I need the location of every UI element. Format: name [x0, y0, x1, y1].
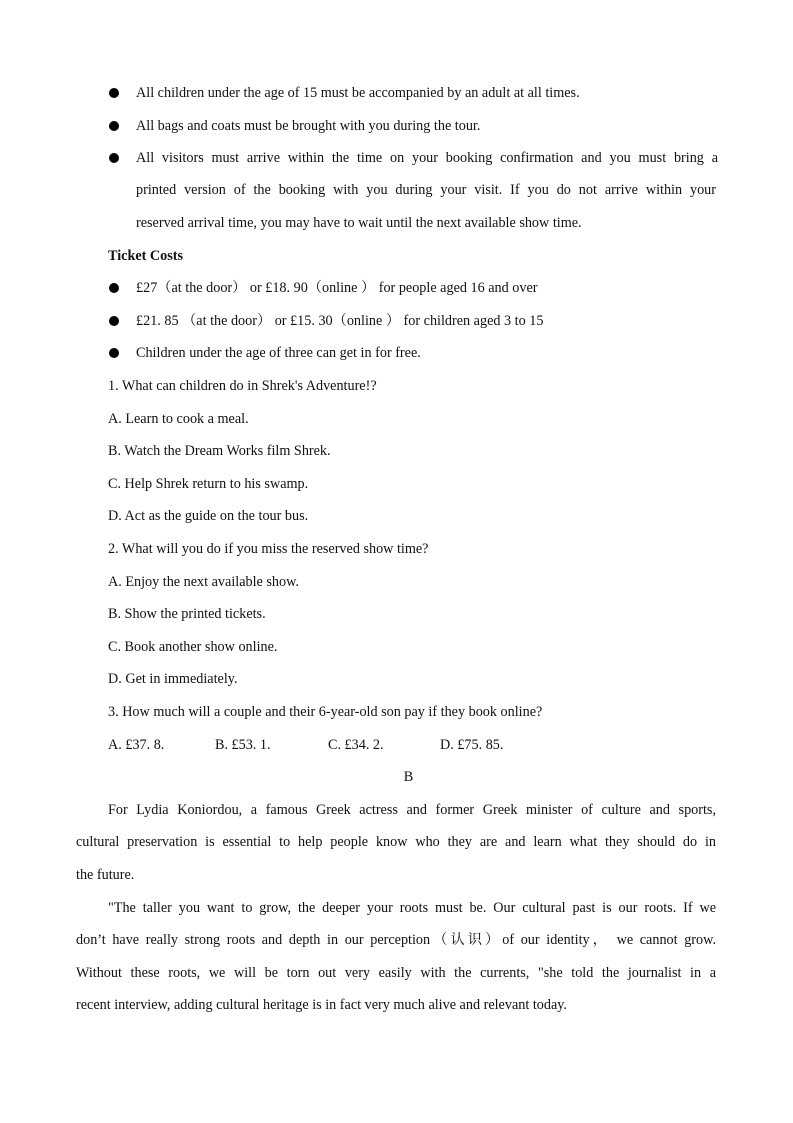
bullet-icon	[109, 348, 119, 358]
passage-line: don’t have really strong roots and depth in our perception（认识）of our identity， we cannot grow.	[76, 932, 716, 948]
rule-text-line: All visitors must arrive within the time on your booking confirmation and you must bring a	[136, 150, 718, 166]
passage-line: cultural preservation is essential to help people know who they are and learn what they should do in	[76, 834, 716, 850]
passage-line: Without these roots, we will be torn out very easily with the currents, "she told the journalist in a	[76, 965, 716, 981]
ticket-costs-heading: Ticket Costs	[108, 248, 184, 264]
question-3-option-a: A. £37. 8.	[108, 737, 165, 753]
bullet-icon	[109, 316, 119, 326]
rule-text-line: printed version of the booking with you during your visit. If you do not arrive within your	[136, 182, 716, 198]
bullet-icon	[109, 153, 119, 163]
ticket-text: Children under the age of three can get in for free.	[136, 345, 421, 361]
passage-line: the future.	[76, 867, 135, 883]
question-2-option-a: A. Enjoy the next available show.	[108, 574, 299, 590]
rule-text: All children under the age of 15 must be accompanied by an adult at all times.	[136, 85, 580, 101]
bullet-icon	[109, 283, 119, 293]
question-2: 2. What will you do if you miss the reserved show time?	[108, 541, 429, 557]
question-3-option-c: C. £34. 2.	[328, 737, 384, 753]
question-3-options	[108, 736, 528, 754]
passage-line: "The taller you want to grow, the deeper your roots must be. Our cultural past is our roots. If we	[108, 900, 716, 916]
question-1-option-d: D. Act as the guide on the tour bus.	[108, 508, 309, 524]
bullet-icon	[109, 121, 119, 131]
question-2-option-b: B. Show the printed tickets.	[108, 606, 266, 622]
question-1: 1. What can children do in Shrek's Adventure!?	[108, 378, 377, 394]
rule-text: All bags and coats must be brought with you during the tour.	[136, 118, 481, 134]
passage-line: recent interview, adding cultural heritage is in fact very much alive and relevant today.	[76, 997, 567, 1013]
bullet-icon	[109, 88, 119, 98]
question-3-option-d: D. £75. 85.	[440, 737, 504, 753]
ticket-text: £27（at the door） or £18. 90（online ） for people aged 16 and over	[136, 280, 538, 296]
rule-text-line: reserved arrival time, you may have to wait until the next available show time.	[136, 215, 582, 231]
question-1-option-a: A. Learn to cook a meal.	[108, 411, 249, 427]
passage-line: For Lydia Koniordou, a famous Greek actress and former Greek minister of culture and sports,	[108, 802, 716, 818]
question-1-option-b: B. Watch the Dream Works film Shrek.	[108, 443, 331, 459]
question-3: 3. How much will a couple and their 6-year-old son pay if they book online?	[108, 704, 543, 720]
question-2-option-c: C. Book another show online.	[108, 639, 278, 655]
section-label: B	[403, 769, 414, 785]
ticket-text: £21. 85 （at the door） or £15. 30（online ） for children aged 3 to 15	[136, 313, 544, 329]
question-1-option-c: C. Help Shrek return to his swamp.	[108, 476, 309, 492]
question-3-option-b: B. £53. 1.	[215, 737, 271, 753]
question-2-option-d: D. Get in immediately.	[108, 671, 238, 687]
